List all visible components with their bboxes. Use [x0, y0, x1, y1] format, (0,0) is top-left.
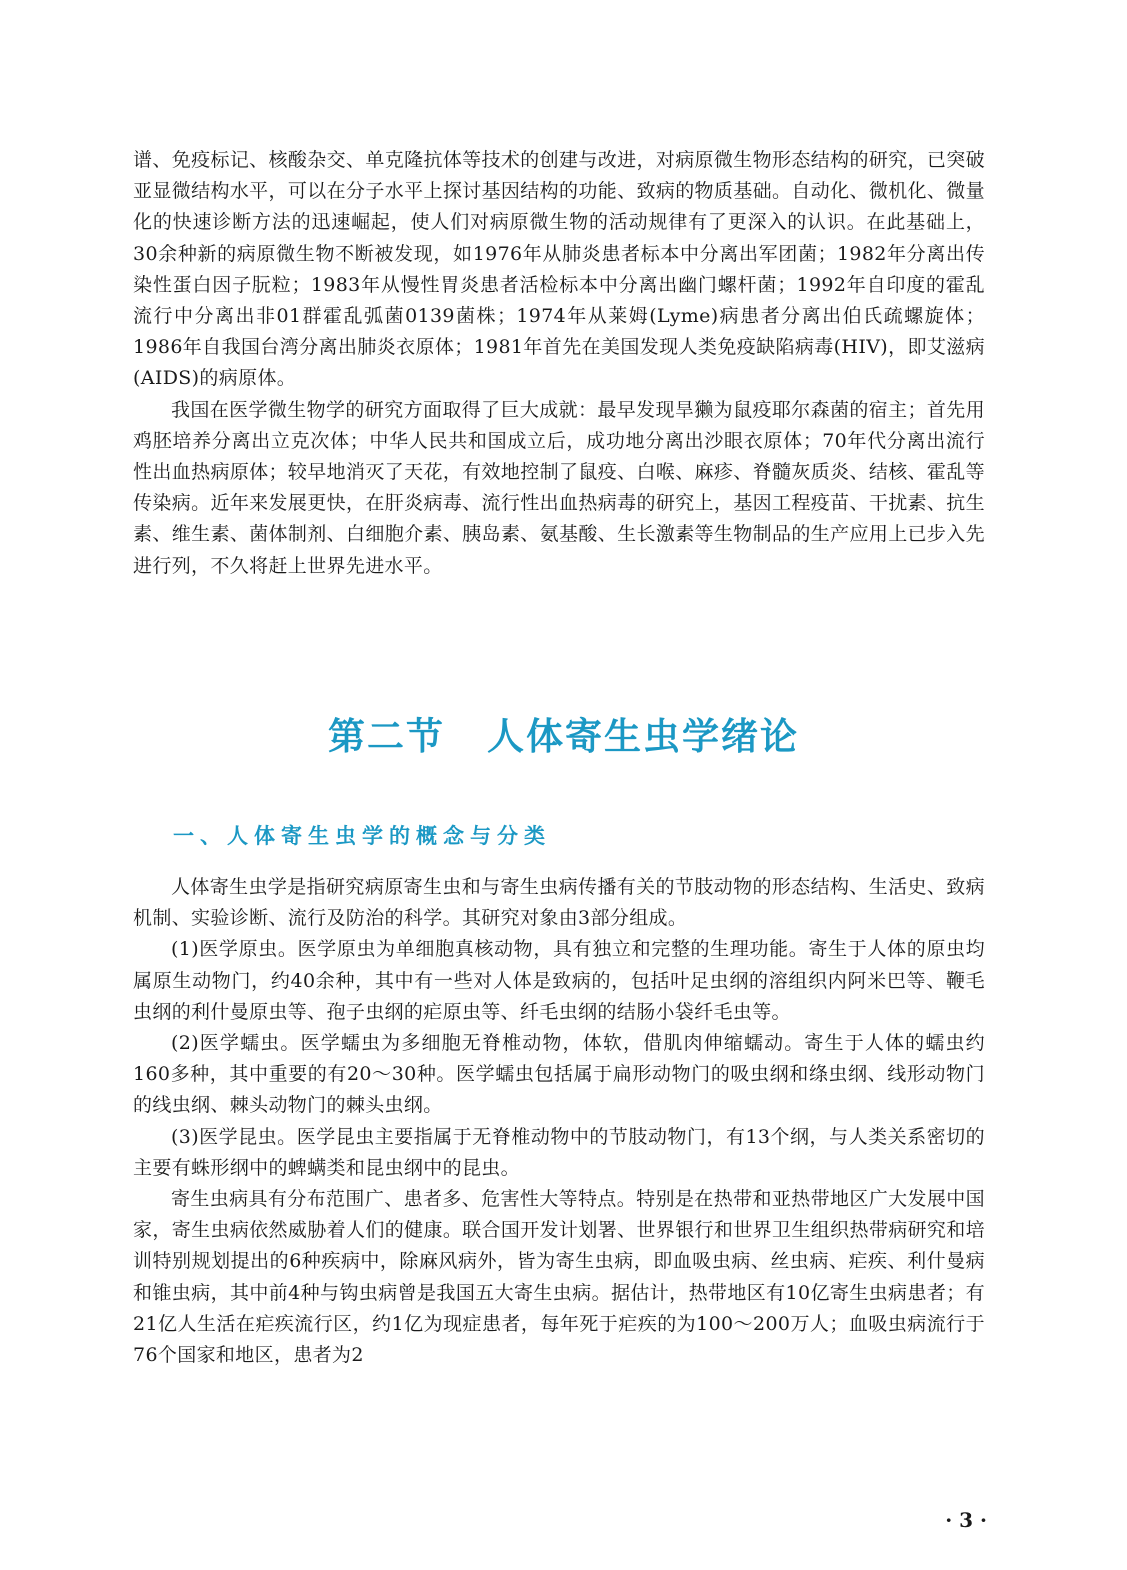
- subheading: 一、人体寄生虫学的概念与分类: [173, 824, 551, 848]
- section-name: 人体寄生虫学绪论: [487, 715, 799, 758]
- paragraph-insects: (3)医学昆虫。医学昆虫主要指属于无脊椎动物中的节肢动物门，有13个纲，与人类关系密切的主要有蛛形纲中的蜱螨类和昆虫纲中的昆虫。: [133, 1125, 985, 1179]
- page-number: · 3 ·: [945, 1508, 987, 1532]
- top-text-block: [133, 145, 985, 582]
- paragraph-protozoa: (1)医学原虫。医学原虫为单细胞真核动物，具有独立和完整的生理功能。寄生于人体的原虫均属原生动物门，约40余种，其中有一些对人体是致病的，包括叶足虫纲的溶组织内阿米巴等、鞭毛虫纲的利什曼原虫等、孢子虫纲的疟原虫等、纤毛虫纲的结肠小袋纤毛虫等。: [133, 938, 985, 1023]
- section-title: [0, 706, 1127, 760]
- paragraph-parasitic-disease: 寄生虫病具有分布范围广、患者多、危害性大等特点。特别是在热带和亚热带地区广大发展中国家，寄生虫病依然威胁着人们的健康。联合国开发计划署、世界银行和世界卫生组织热带病研究和培训特别规划提出的6种疾病中，除麻风病外，皆为寄生虫病，即血吸虫病、丝虫病、疟疾、利什曼病和锥虫病，其中前4种与钩虫病曾是我国五大寄生虫病。据估计，热带地区有10亿寄生虫病患者；有21亿人生活在疟疾流行区，约1亿为现症患者，每年死于疟疾的为100～200万人；血吸虫病流行于76个国家和地区，患者为2: [133, 1188, 985, 1367]
- paragraph-definition: 人体寄生虫学是指研究病原寄生虫和与寄生虫病传播有关的节肢动物的形态结构、生活史、致病机制、实验诊断、流行及防治的科学。其研究对象由3部分组成。: [133, 876, 985, 930]
- bottom-text-block: [133, 872, 985, 1371]
- paragraph-helminths: (2)医学蠕虫。医学蠕虫为多细胞无脊椎动物，体软，借肌肉伸缩蠕动。寄生于人体的蠕虫约160多种，其中重要的有20～30种。医学蠕虫包括属于扁形动物门的吸虫纲和绦虫纲、线形动物门的线虫纲、棘头动物门的棘头虫纲。: [133, 1032, 985, 1117]
- paragraph-continued: 谱、免疫标记、核酸杂交、单克隆抗体等技术的创建与改进，对病原微生物形态结构的研究，已突破亚显微结构水平，可以在分子水平上探讨基因结构的功能、致病的物质基础。自动化、微机化、微量化的快速诊断方法的迅速崛起，使人们对病原微生物的活动规律有了更深入的认识。在此基础上，30余种新的病原微生物不断被发现，如1976年从肺炎患者标本中分离出军团菌；1982年分离出传染性蛋白因子朊粒；1983年从慢性胃炎患者活检标本中分离出幽门螺杆菌；1992年自印度的霍乱流行中分离出非01群霍乱弧菌0139菌株；1974年从莱姆(Lyme)病患者分离出伯氏疏螺旋体；1986年自我国台湾分离出肺炎衣原体；1981年首先在美国发现人类免疫缺陷病毒(HIV)，即艾滋病(AIDS)的病原体。: [133, 149, 985, 390]
- section-number: 第二节: [328, 715, 445, 758]
- paragraph-china-achievements: 我国在医学微生物学的研究方面取得了巨大成就：最早发现旱獭为鼠疫耶尔森菌的宿主；首先用鸡胚培养分离出立克次体；中华人民共和国成立后，成功地分离出沙眼衣原体；70年代分离出流行性出血热病原体；较早地消灭了天花，有效地控制了鼠疫、白喉、麻疹、脊髓灰质炎、结核、霍乱等传染病。近年来发展更快，在肝炎病毒、流行性出血热病毒的研究上，基因工程疫苗、干扰素、抗生素、维生素、菌体制剂、白细胞介素、胰岛素、氨基酸、生长激素等生物制品的生产应用上已步入先进行列，不久将赶上世界先进水平。: [133, 398, 985, 577]
